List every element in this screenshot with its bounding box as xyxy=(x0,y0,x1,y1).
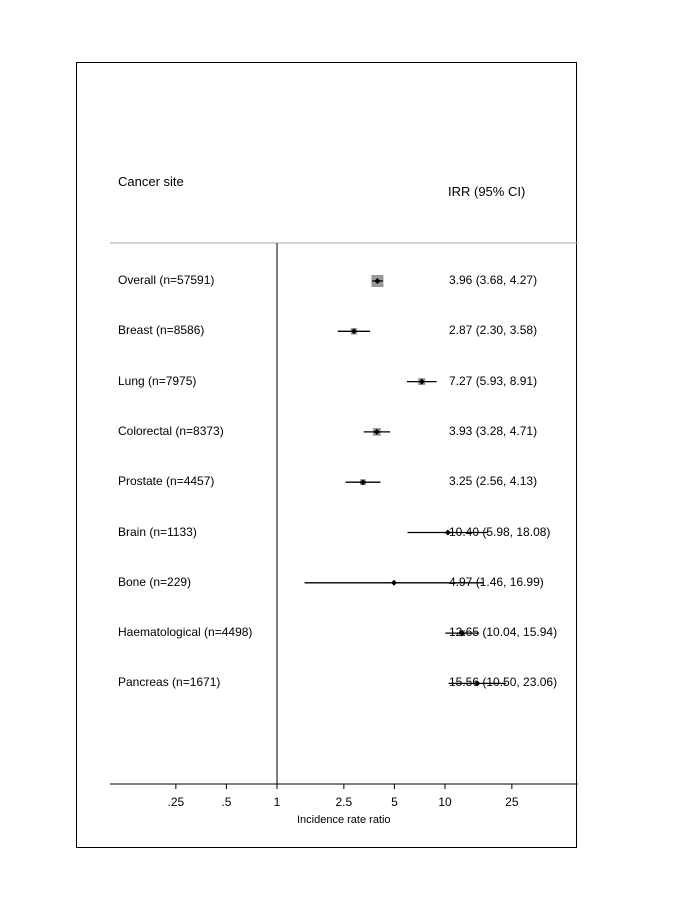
row-label: Haematological (n=4498) xyxy=(118,625,253,640)
row-estimate: 12.65 (10.04, 15.94) xyxy=(449,625,558,640)
row-estimate: 3.25 (2.56, 4.13) xyxy=(449,474,538,489)
row-label: Breast (n=8586) xyxy=(118,323,205,338)
x-tick-label: 2.5 xyxy=(335,795,353,809)
x-tick-label: .25 xyxy=(167,795,185,809)
label-column-header: Cancer site xyxy=(118,174,184,189)
x-tick-label: 10 xyxy=(438,795,452,809)
row-label: Brain (n=1133) xyxy=(118,524,197,539)
row-label: Bone (n=229) xyxy=(118,574,192,589)
x-tick-label: .5 xyxy=(221,795,232,809)
row-label: Prostate (n=4457) xyxy=(118,474,215,489)
x-tick-label: 1 xyxy=(273,795,281,809)
estimate-column-header: IRR (95% CI) xyxy=(448,184,526,199)
row-estimate: 10.40 (5.98, 18.08) xyxy=(449,524,551,539)
point-estimate xyxy=(391,580,397,586)
x-tick-label: 5 xyxy=(391,795,398,809)
row-estimate: 2.87 (2.30, 3.58) xyxy=(449,323,538,338)
row-label: Overall (n=57591) xyxy=(118,273,215,287)
row-label: Pancreas (n=1671) xyxy=(118,675,221,690)
row-estimate: 3.96 (3.68, 4.27) xyxy=(449,273,538,287)
row-label: Lung (n=7975) xyxy=(118,373,197,388)
x-axis-label: Incidence rate ratio xyxy=(297,814,391,826)
x-tick-label: 25 xyxy=(505,795,519,809)
row-estimate: 7.27 (5.93, 8.91) xyxy=(449,373,538,388)
row-estimate: 3.93 (3.28, 4.71) xyxy=(449,423,538,438)
row-estimate: 15.56 (10.50, 23.06) xyxy=(449,675,558,690)
row-estimate: 4.97 (1.46, 16.99) xyxy=(449,574,544,589)
row-label: Colorectal (n=8373) xyxy=(118,423,224,438)
